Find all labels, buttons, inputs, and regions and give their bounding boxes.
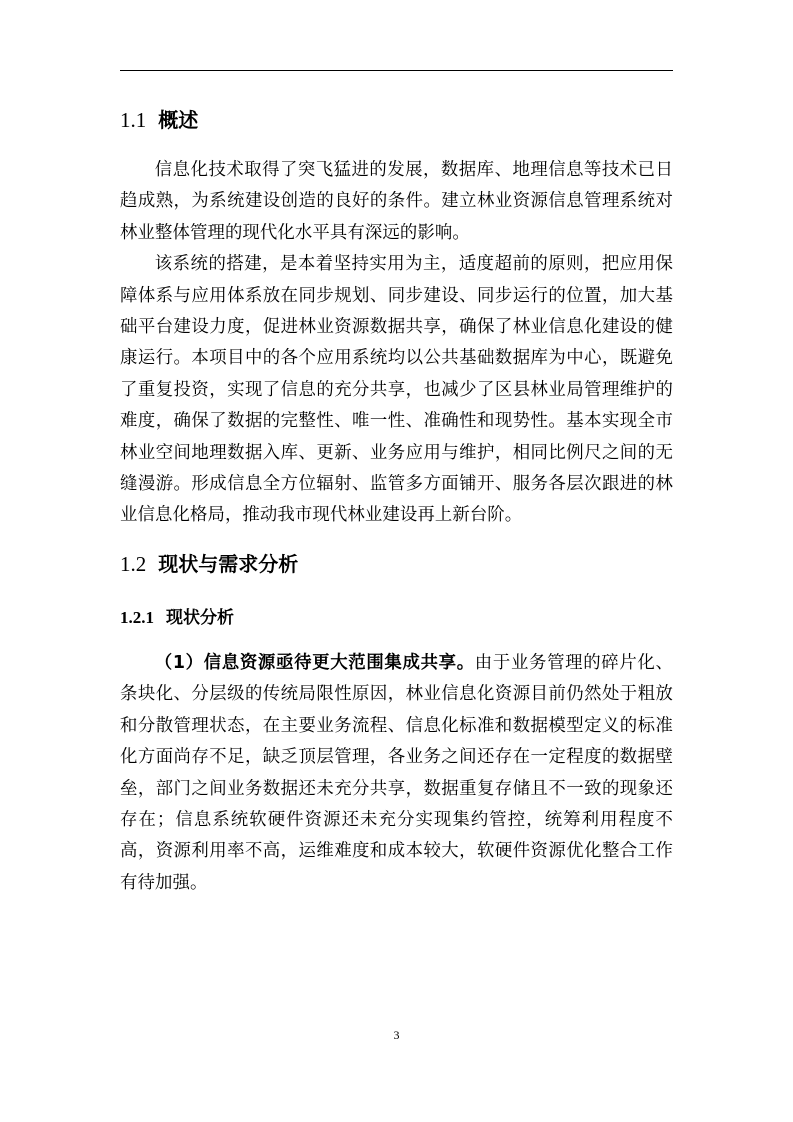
body-paragraph: 信息化技术取得了突飞猛进的发展，数据库、地理信息等技术已日趋成熟，为系统建设创造的良好的条件。建立林业资源信息管理系统对林业整体管理的现代化水平具有深远的影响。 [120, 160, 673, 243]
subsection-heading [120, 598, 673, 638]
page-body [120, 100, 673, 899]
section-title: 概述 [158, 108, 199, 132]
section-number: 1.2 [120, 551, 147, 576]
body-paragraph [120, 648, 673, 899]
section-heading [120, 100, 673, 140]
body-paragraph: 该系统的搭建，是本着坚持实用为主，适度超前的原则，把应用保障体系与应用体系放在同步规划、同步建设、同步运行的位置，加大基础平台建设力度，促进林业资源数据共享，确保了林业信息化建设的健康运行。本项目中的各个应用系统均以公共基础数据库为中心，既避免了重复投资，实现了信息的充分共享，也减少了区县林业局管理维护的难度，确保了数据的完整性、唯一性、准确性和现势性。基本实现全市林业空间地理数据入库、更新、业务应用与维护，相同比例尺之间的无缝漫游。形成信息全方位辐射、监管多方面铺开、服务各层次跟进的林业信息化格局，推动我市现代林业建设再上新台阶。 [120, 254, 673, 526]
section-title: 现状与需求分析 [158, 551, 299, 576]
section-heading [120, 544, 673, 584]
header-rule [120, 70, 673, 71]
paragraph-lead: （1）信息资源亟待更大范围集成共享。 [154, 652, 475, 673]
section-number: 1.1 [120, 108, 147, 132]
page-number: 3 [393, 1028, 400, 1042]
subsection-number: 1.2.1 [120, 607, 154, 627]
subsection-title: 现状分析 [166, 607, 234, 628]
paragraph-text: 由于业务管理的碎片化、条块化、分层级的传统局限性原因，林业信息化资源目前仍然处于粗放和分散管理状态，在主要业务流程、信息化标准和数据模型定义的标准化方面尚存不足，缺乏顶层管理，各业务之间还存在一定程度的数据壁垒，部门之间业务数据还未充分共享，数据重复存储且不一致的现象还存在；信息系统软硬件资源还未充分实现集约管控，统筹利用程度不高，资源利用率不高，运维难度和成本较大，软硬件资源优化整合工作有待加强。 [120, 652, 673, 893]
